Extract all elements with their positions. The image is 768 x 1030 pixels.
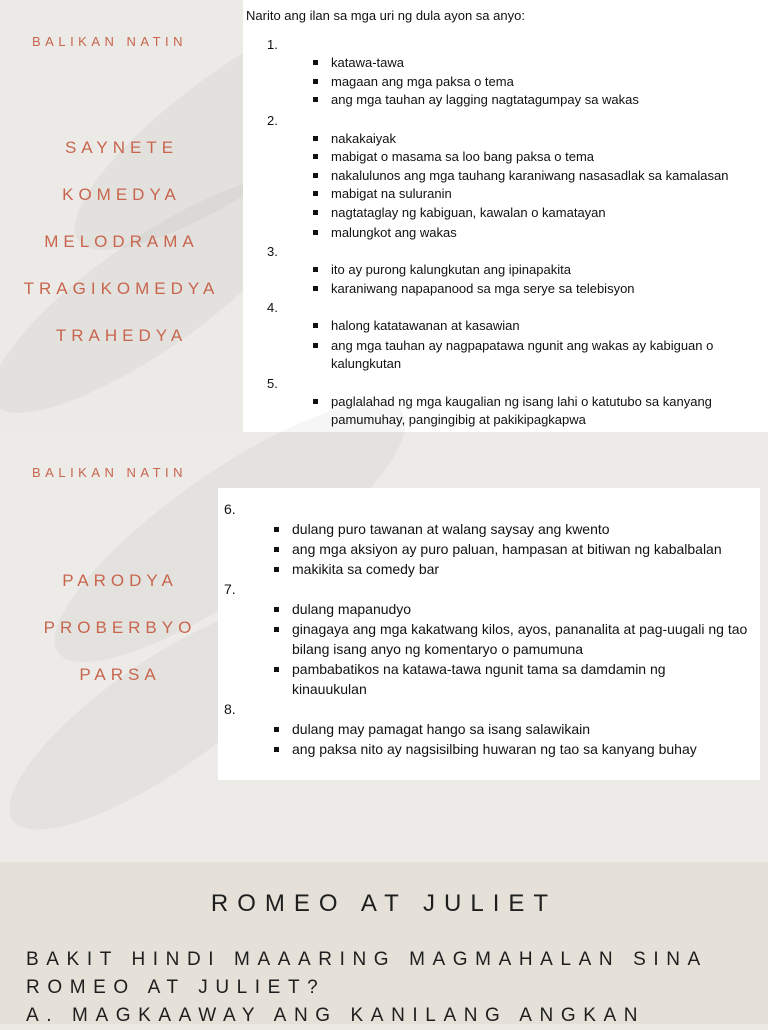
- section-heading: BALIKAN NATIN: [32, 465, 188, 480]
- term-melodrama: MELODRAMA: [44, 232, 199, 251]
- item-number: 5.: [267, 376, 278, 391]
- term-parodya: PARODYA: [62, 571, 178, 590]
- intro-text: Narito ang ilan sa mga uri ng dula ayon sa anyo:: [246, 8, 525, 23]
- list-item: dulang mapanudyo: [292, 601, 412, 617]
- list-item: halong katatawanan at kasawian: [331, 318, 520, 333]
- list-item: dulang may pamagat hango sa isang salawikain: [292, 721, 591, 737]
- item-number: 4.: [267, 300, 278, 315]
- item-number: 6.: [224, 501, 236, 517]
- list-item: makikita sa comedy bar: [292, 561, 440, 577]
- list-item: nakakaiyak: [331, 131, 397, 146]
- list-item: mabigat na suluranin: [331, 186, 452, 201]
- item-number: 8.: [224, 701, 236, 717]
- section-heading: BALIKAN NATIN: [32, 34, 188, 49]
- list-item: karaniwang napapanood sa mga serye sa telebisyon: [331, 281, 635, 296]
- term-proberbyo: PROBERBYO: [43, 618, 197, 637]
- list-item: pambabatikos na katawa-tawa ngunit tama sa damdamin ng kinauukulan: [292, 659, 732, 699]
- list-item: ito ay purong kalungkutan ang ipinapakita: [331, 262, 571, 277]
- question-line: ROMEO AT JULIET?: [26, 977, 326, 998]
- list-item: nagtataglay ng kabiguan, kawalan o kamatayan: [331, 205, 606, 220]
- term-saynete: SAYNETE: [64, 138, 179, 157]
- list-item: katawa-tawa: [331, 55, 404, 70]
- list-item: magaan ang mga paksa o tema: [331, 74, 514, 89]
- question-line: BAKIT HINDI MAAARING MAGMAHALAN SINA: [26, 949, 708, 970]
- list-item: malungkot ang wakas: [331, 225, 457, 240]
- list-item: nakalulunos ang mga tauhang karaniwang nasasadlak sa kamalasan: [331, 168, 729, 183]
- answer-option-a: A. MAGKAAWAY ANG KANILANG ANGKAN: [26, 1005, 646, 1026]
- list-item: paglalahad ng mga kaugalian ng isang lahi o katutubo sa kanyang pamumuhay, pangingibig at pakikipagkapwa: [331, 393, 761, 429]
- slide-title: ROMEO AT JULIET: [210, 890, 558, 917]
- question-text: [26, 946, 766, 1030]
- list-item: ang mga tauhan ay lagging nagtatagumpay sa wakas: [331, 92, 639, 107]
- term-trahedya: TRAHEDYA: [55, 326, 188, 345]
- list-item: mabigat o masama sa loo bang paksa o tema: [331, 149, 595, 164]
- item-number: 1.: [267, 37, 278, 52]
- item-number: 7.: [224, 581, 236, 597]
- definition-card: [243, 0, 768, 432]
- item-number: 3.: [267, 244, 278, 259]
- list-item: dulang puro tawanan at walang saysay ang kwento: [292, 521, 610, 537]
- definition-card: [218, 488, 760, 780]
- slide-1: [0, 0, 768, 432]
- list-item: ginagaya ang mga kakatwang kilos, ayos, pananalita at pag-uugali ng tao bilang isang anyo ng komentaryo o pamumuna: [292, 619, 758, 659]
- list-item: ang mga aksiyon ay puro paluan, hampasan at bitiwan ng kabalbalan: [292, 541, 722, 557]
- term-parsa: PARSA: [79, 665, 161, 684]
- term-komedya: KOMEDYA: [62, 185, 181, 204]
- list-item: ang mga tauhan ay nagpapatawa ngunit ang wakas ay kabiguan o kalungkutan: [331, 337, 761, 373]
- list-item: ang paksa nito ay nagsisilbing huwaran ng tao sa kanyang buhay: [292, 741, 697, 757]
- term-tragikomedya: TRAGIKOMEDYA: [23, 279, 220, 298]
- item-number: 2.: [267, 113, 278, 128]
